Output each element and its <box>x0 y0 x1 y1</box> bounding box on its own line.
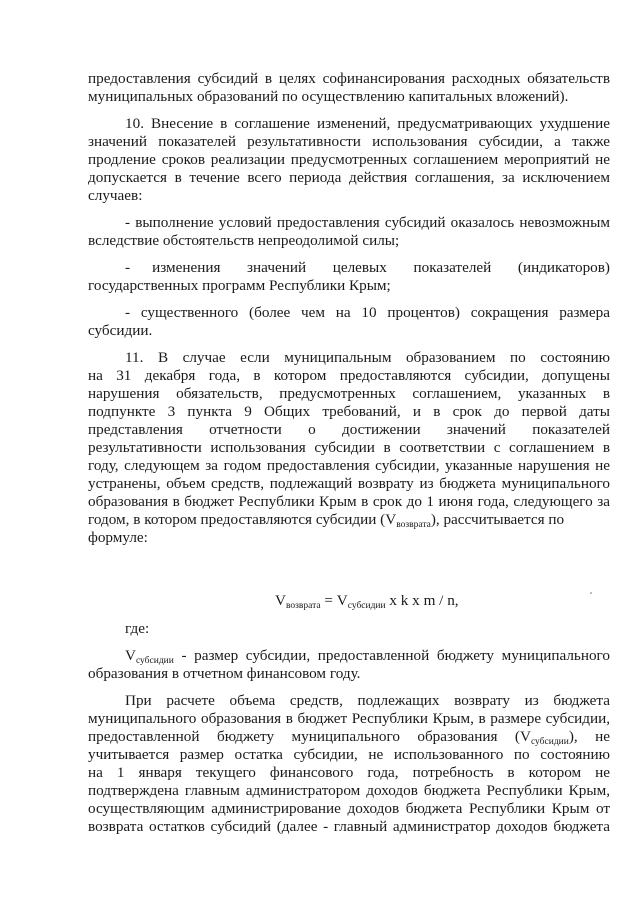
text-line: вследствие обстоятельств непреодолимой силы; <box>88 232 400 249</box>
text-line: муниципального образования в бюджет Республики Крым, в размере субсидии, <box>88 710 610 727</box>
text-line: учитывается размер остатка субсидии, не использованного по состоянию <box>88 746 610 763</box>
text-fragment: ), рассчитывается по <box>430 511 565 528</box>
text-line: значений показателей результативности использования субсидии, а также <box>88 133 610 150</box>
text-line: подтверждена главным администратором доходов бюджета Республики Крым, <box>88 782 610 799</box>
text-line: предоставленной бюджету муниципального образования (Vсубсидии), не <box>88 728 611 747</box>
text-line: предоставления субсидий в целях софинансирования расходных обязательств <box>88 70 610 87</box>
list-item <box>125 259 610 277</box>
text-line: допускается в течение всего периода действия соглашения, за исключением <box>88 169 610 186</box>
text-line: муниципальных образований по осуществлению капитальных вложений). <box>88 88 569 105</box>
text-line: случаев: <box>88 187 143 204</box>
definition-line: Vсубсидии - размер субсидии, предоставленной бюджету муниципального <box>125 647 610 666</box>
text-line: подпункте 3 пункта 9 Общих требований, и в срок до первой даты <box>88 403 610 420</box>
text-line: нарушения обязательств, предусмотренных соглашением, указанных в <box>88 385 610 402</box>
formula: Vвозврата = Vсубсидии x k x m / n, <box>275 592 459 611</box>
list-dash: - <box>125 259 131 276</box>
text-line: субсидии. <box>88 322 153 339</box>
list-item: - выполнение условий предоставления субсидий оказалось невозможным <box>125 214 610 231</box>
text-fragment: годом, в котором предоставляются субсидии ( <box>88 511 386 528</box>
text-line: устранены, объем средств, подлежащий возврату из бюджета муниципального <box>88 475 610 492</box>
text-line: образования в бюджет Республики Крым в срок до 1 июня года, следующего за <box>88 493 610 510</box>
text-line: результативности использования субсидии в соответствии с соглашением в <box>88 439 610 456</box>
text-line: возврата остатков субсидий (далее - главный администратор доходов бюджета <box>88 818 610 835</box>
paragraph-11-start: 11. В случае если муниципальным образованием по состоянию <box>125 349 610 366</box>
text-line: осуществляющим администрирование доходов бюджета Республики Крым от <box>88 800 610 817</box>
text-line: на 1 января текущего финансового года, потребность в котором не <box>88 764 610 781</box>
scan-speck <box>590 592 592 594</box>
v-vozvrata-symbol: Vвозврата <box>385 511 431 530</box>
list-item: - существенного (более чем на 10 процентов) сокращения размера <box>125 304 610 321</box>
text-line: формуле: <box>88 529 148 546</box>
where-label: где: <box>125 620 150 637</box>
text-line: образования в отчетном финансовом году. <box>88 665 361 682</box>
text-line: на 31 декабря года, в котором предоставляются субсидии, допущены <box>88 367 610 384</box>
text-line: представления отчетности о достижении значений показателей <box>88 421 610 438</box>
text-line: продление сроков реализации предусмотренных соглашением мероприятий не <box>88 151 610 168</box>
paragraph-start: При расчете объема средств, подлежащих возврату из бюджета <box>125 692 610 709</box>
text-line: изменения значений целевых показателей (индикаторов) <box>152 259 610 276</box>
paragraph-10-start: 10. Внесение в соглашение изменений, предусматривающих ухудшение <box>125 115 610 132</box>
text-line <box>88 511 610 531</box>
text-line: государственных программ Республики Крым; <box>88 277 391 294</box>
text-line: году, следующем за годом предоставления субсидии, указанные нарушения не <box>88 457 610 474</box>
